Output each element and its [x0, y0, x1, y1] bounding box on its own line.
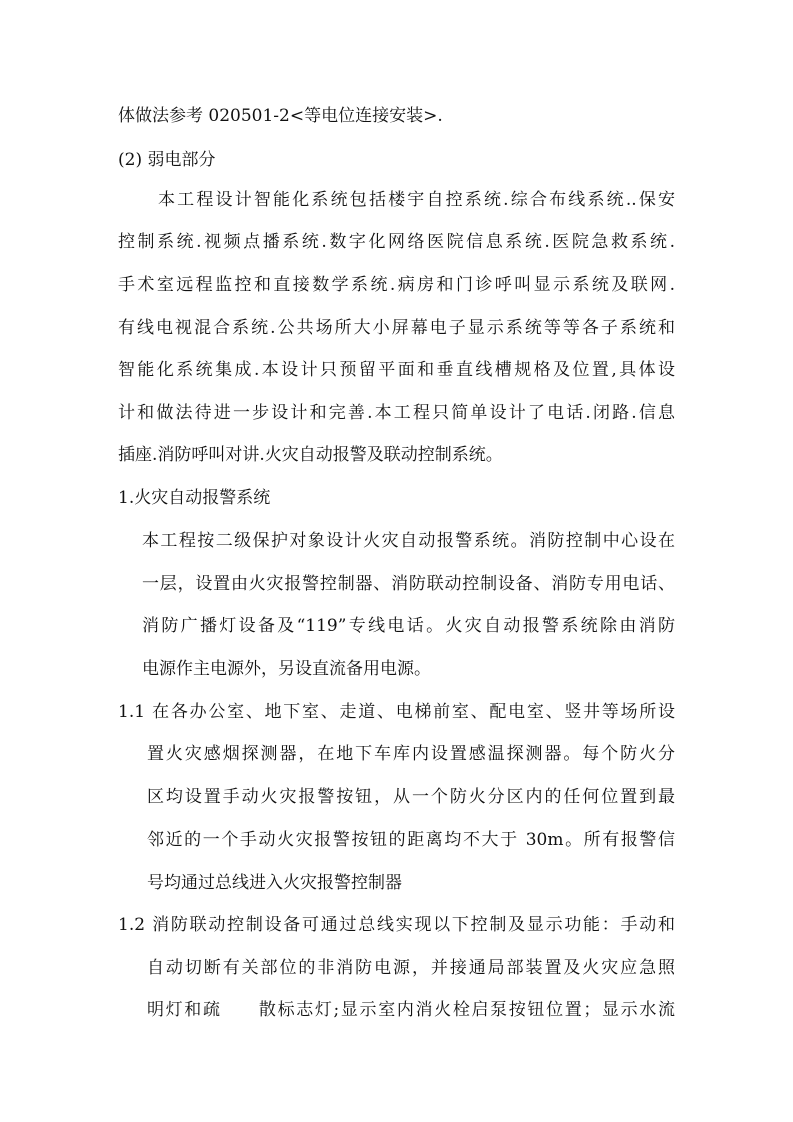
list-item-line: 号均通过总线进入火灾报警控制器 — [147, 873, 402, 893]
list-item-line: 明灯和疏 散标志灯;显示室内消火栓启泵按钮位置；显示水流 — [147, 1000, 675, 1020]
paragraph-line: 计和做法待进一步设计和完善.本工程只简单设计了电话.闭路.信息 — [118, 403, 675, 423]
paragraph-line: 一层，设置由火灾报警控制器、消防联动控制设备、消防专用电话、 — [142, 574, 675, 594]
paragraph-line: 有线电视混合系统.公共场所大小屏幕电子显示系统等等各子系统和 — [118, 318, 675, 338]
intro-line: 体做法参考 020501-2<等电位连接安装>. — [118, 106, 443, 126]
list-item-line: 1.2 消防联动控制设备可通过总线实现以下控制及显示功能：手动和 — [118, 915, 675, 935]
list-item-line: 区均设置手动火灾报警按钮，从一个防火分区内的任何位置到最 — [147, 787, 675, 807]
paragraph-line: 消防广播灯设备及“119”专线电话。火灾自动报警系统除由消防 — [142, 616, 675, 636]
paragraph-line: 电源作主电源外，另设直流备用电源。 — [142, 659, 431, 679]
paragraph-line: 智能化系统集成.本设计只预留平面和垂直线槽规格及位置,具体设 — [118, 360, 675, 380]
list-item-line: 置火灾感烟探测器，在地下车库内设置感温探测器。每个防火分 — [147, 744, 675, 764]
paragraph-line: 本工程设计智能化系统包括楼宇自控系统.综合布线系统..保安 — [158, 190, 675, 210]
paragraph-line: 手术室远程监控和直接数学系统.病房和门诊呼叫显示系统及联网. — [118, 275, 675, 295]
paragraph-line: 本工程按二级保护对象设计火灾自动报警系统。消防控制中心设在 — [142, 531, 675, 551]
list-item-line: 邻近的一个手动火灾报警按钮的距离均不大于 30m。所有报警信 — [147, 830, 675, 850]
list-item-line: 1.1 在各办公室、地下室、走道、电梯前室、配电室、竖井等场所设 — [118, 702, 675, 722]
section-title: 1.火灾自动报警系统 — [118, 488, 271, 508]
list-item-line: 自动切断有关部位的非消防电源，并接通局部装置及火灾应急照 — [147, 958, 675, 978]
subsection-title: (2) 弱电部分 — [118, 150, 216, 170]
paragraph-line: 控制系统.视频点播系统.数字化网络医院信息系统.医院急救系统. — [118, 232, 675, 252]
paragraph-line: 插座.消防呼叫对讲.火灾自动报警及联动控制系统。 — [118, 445, 503, 465]
